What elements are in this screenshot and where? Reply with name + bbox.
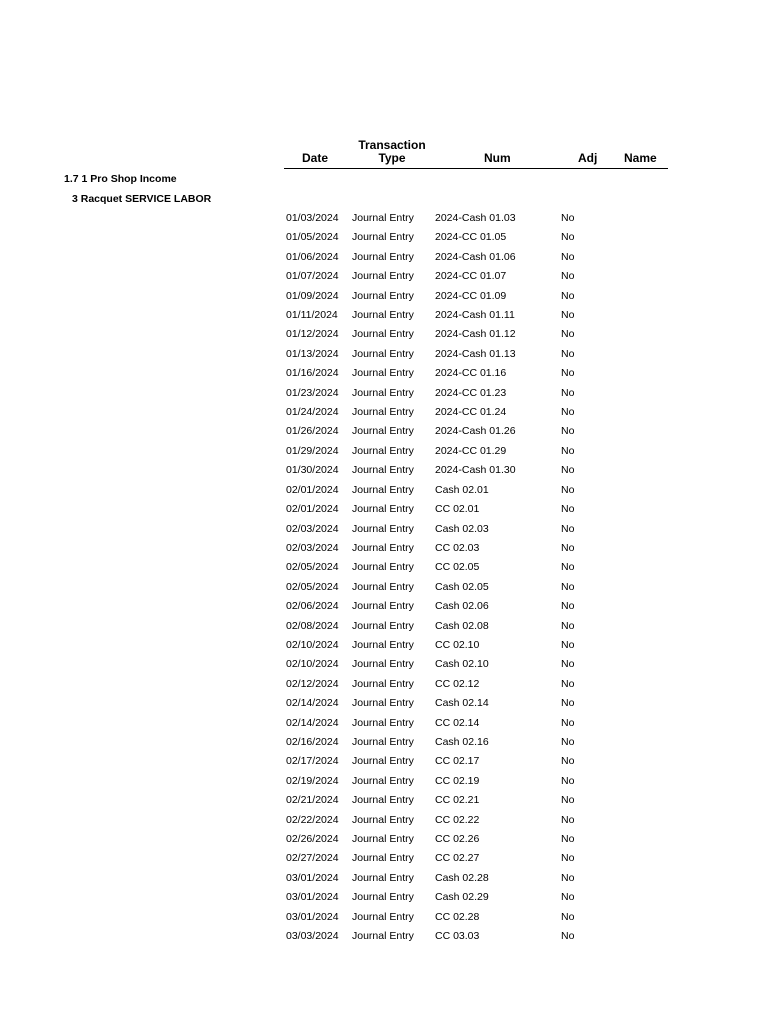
cell-date: 02/10/2024 — [286, 658, 339, 671]
cell-transaction-type: Journal Entry — [352, 774, 414, 787]
table-row — [0, 382, 768, 401]
cell-adj: No — [561, 638, 575, 651]
cell-transaction-type: Journal Entry — [352, 406, 414, 419]
table-row — [0, 673, 768, 692]
cell-date: 01/03/2024 — [286, 212, 339, 224]
cell-num: Cash 02.06 — [435, 600, 489, 613]
cell-date: 01/06/2024 — [286, 250, 339, 263]
cell-date: 02/12/2024 — [286, 677, 339, 690]
cell-transaction-type: Journal Entry — [352, 503, 414, 516]
cell-transaction-type: Journal Entry — [352, 852, 414, 865]
table-row — [0, 420, 768, 439]
cell-num: Cash 02.14 — [435, 697, 489, 710]
cell-num: CC 02.22 — [435, 813, 480, 826]
cell-transaction-type: Journal Entry — [352, 289, 414, 302]
cell-date: 01/30/2024 — [286, 464, 339, 477]
cell-num: 2024-CC 01.07 — [435, 270, 507, 283]
cell-num: CC 02.28 — [435, 910, 480, 923]
table-row — [0, 750, 768, 769]
cell-adj: No — [561, 774, 575, 787]
cell-date: 01/07/2024 — [286, 270, 339, 283]
section-heading-subaccount: 3 Racquet SERVICE LABOR — [72, 193, 212, 205]
column-header-date: Date — [302, 151, 329, 165]
table-row — [0, 323, 768, 342]
cell-adj: No — [561, 483, 575, 496]
cell-num: Cash 02.10 — [435, 658, 489, 671]
table-row — [0, 343, 768, 362]
cell-num: CC 02.12 — [435, 677, 480, 690]
cell-num: 2024-CC 01.24 — [435, 406, 507, 419]
cell-date: 02/05/2024 — [286, 580, 339, 593]
table-row — [0, 576, 768, 595]
cell-num: 2024-Cash 01.26 — [435, 425, 516, 438]
section-heading-account: 1.7 1 Pro Shop Income — [64, 173, 177, 185]
cell-adj: No — [561, 697, 575, 710]
cell-num: 2024-Cash 01.30 — [435, 464, 516, 477]
cell-transaction-type: Journal Entry — [352, 464, 414, 477]
cell-adj: No — [561, 503, 575, 516]
table-row — [0, 459, 768, 478]
cell-transaction-type: Journal Entry — [352, 328, 414, 341]
cell-transaction-type: Journal Entry — [352, 600, 414, 613]
cell-transaction-type: Journal Entry — [352, 735, 414, 748]
table-row — [0, 226, 768, 245]
column-header-name: Name — [624, 151, 657, 165]
table-row — [0, 615, 768, 634]
cell-adj: No — [561, 813, 575, 826]
cell-adj: No — [561, 930, 575, 943]
table-row — [0, 770, 768, 789]
table-row — [0, 440, 768, 459]
cell-date: 01/29/2024 — [286, 444, 339, 457]
cell-transaction-type: Journal Entry — [352, 425, 414, 438]
cell-adj: No — [561, 231, 575, 244]
cell-num: CC 02.17 — [435, 755, 480, 768]
cell-date: 01/09/2024 — [286, 289, 339, 302]
cell-adj: No — [561, 658, 575, 671]
cell-adj: No — [561, 561, 575, 574]
table-row — [0, 556, 768, 575]
cell-num: CC 02.05 — [435, 561, 480, 574]
cell-transaction-type: Journal Entry — [352, 910, 414, 923]
cell-transaction-type: Journal Entry — [352, 580, 414, 593]
cell-adj: No — [561, 891, 575, 904]
cell-date: 02/01/2024 — [286, 503, 339, 516]
cell-num: CC 02.03 — [435, 541, 480, 554]
table-row — [0, 906, 768, 925]
cell-num: CC 03.03 — [435, 930, 480, 943]
table-row — [0, 925, 768, 944]
cell-adj: No — [561, 541, 575, 554]
cell-date: 02/14/2024 — [286, 697, 339, 710]
cell-adj: No — [561, 910, 575, 923]
cell-adj: No — [561, 522, 575, 535]
table-row — [0, 653, 768, 672]
cell-adj: No — [561, 367, 575, 380]
cell-date: 02/26/2024 — [286, 833, 339, 845]
cell-adj: No — [561, 425, 575, 438]
cell-date: 02/16/2024 — [286, 735, 339, 748]
transaction-table-body — [0, 207, 768, 944]
cell-num: CC 02.14 — [435, 716, 480, 729]
table-row — [0, 401, 768, 420]
cell-transaction-type: Journal Entry — [352, 930, 414, 943]
cell-date: 02/06/2024 — [286, 600, 339, 613]
cell-num: CC 02.01 — [435, 503, 480, 516]
cell-date: 01/24/2024 — [286, 406, 339, 419]
cell-transaction-type: Journal Entry — [352, 891, 414, 904]
cell-adj: No — [561, 270, 575, 283]
cell-date: 01/11/2024 — [286, 309, 338, 322]
cell-transaction-type: Journal Entry — [352, 716, 414, 729]
table-row — [0, 731, 768, 750]
cell-transaction-type: Journal Entry — [352, 522, 414, 535]
cell-num: 2024-Cash 01.06 — [435, 250, 516, 263]
cell-adj: No — [561, 852, 575, 865]
cell-transaction-type: Journal Entry — [352, 619, 414, 632]
cell-adj: No — [561, 347, 575, 360]
cell-num: Cash 02.16 — [435, 735, 489, 748]
cell-num: Cash 02.08 — [435, 619, 489, 632]
cell-date: 02/03/2024 — [286, 522, 339, 535]
cell-date: 03/01/2024 — [286, 910, 339, 923]
cell-transaction-type: Journal Entry — [352, 658, 414, 671]
cell-date: 02/14/2024 — [286, 716, 339, 729]
cell-date: 03/03/2024 — [286, 930, 339, 943]
cell-transaction-type: Journal Entry — [352, 871, 414, 884]
cell-num: CC 02.26 — [435, 833, 480, 845]
column-headers — [284, 138, 668, 169]
cell-num: Cash 02.05 — [435, 580, 489, 593]
cell-transaction-type: Journal Entry — [352, 444, 414, 457]
cell-date: 02/08/2024 — [286, 619, 339, 632]
table-row — [0, 712, 768, 731]
cell-num: 2024-CC 01.23 — [435, 386, 507, 399]
cell-transaction-type: Journal Entry — [352, 755, 414, 768]
cell-adj: No — [561, 619, 575, 632]
column-header-num: Num — [484, 151, 511, 165]
cell-adj: No — [561, 600, 575, 613]
cell-date: 02/03/2024 — [286, 541, 339, 554]
table-row — [0, 886, 768, 905]
cell-adj: No — [561, 289, 575, 302]
cell-num: 2024-CC 01.09 — [435, 289, 507, 302]
table-row — [0, 789, 768, 808]
table-row — [0, 207, 768, 226]
cell-transaction-type: Journal Entry — [352, 833, 414, 845]
cell-adj: No — [561, 386, 575, 399]
cell-adj: No — [561, 833, 575, 845]
cell-date: 01/26/2024 — [286, 425, 339, 438]
cell-num: CC 02.19 — [435, 774, 480, 787]
cell-adj: No — [561, 464, 575, 477]
table-row — [0, 537, 768, 556]
cell-num: CC 02.27 — [435, 852, 480, 865]
cell-transaction-type: Journal Entry — [352, 813, 414, 826]
cell-date: 01/16/2024 — [286, 367, 339, 380]
table-row — [0, 498, 768, 517]
cell-transaction-type: Journal Entry — [352, 697, 414, 710]
cell-date: 02/17/2024 — [286, 755, 339, 768]
cell-transaction-type: Journal Entry — [352, 677, 414, 690]
table-row — [0, 479, 768, 498]
cell-date: 01/12/2024 — [286, 328, 339, 341]
table-row — [0, 634, 768, 653]
table-row — [0, 304, 768, 323]
table-row — [0, 518, 768, 537]
cell-transaction-type: Journal Entry — [352, 250, 414, 263]
cell-date: 01/13/2024 — [286, 347, 339, 360]
cell-date: 02/01/2024 — [286, 483, 339, 496]
cell-adj: No — [561, 444, 575, 457]
cell-date: 02/19/2024 — [286, 774, 339, 787]
cell-num: 2024-Cash 01.03 — [435, 212, 516, 224]
cell-adj: No — [561, 755, 575, 768]
cell-num: Cash 02.03 — [435, 522, 489, 535]
cell-date: 02/27/2024 — [286, 852, 339, 865]
cell-date: 02/21/2024 — [286, 794, 339, 807]
cell-transaction-type: Journal Entry — [352, 309, 414, 322]
cell-adj: No — [561, 328, 575, 341]
table-row — [0, 246, 768, 265]
cell-num: Cash 02.29 — [435, 891, 489, 904]
cell-transaction-type: Journal Entry — [352, 386, 414, 399]
cell-date: 01/05/2024 — [286, 231, 339, 244]
table-row — [0, 285, 768, 304]
cell-adj: No — [561, 716, 575, 729]
cell-transaction-type: Journal Entry — [352, 367, 414, 380]
cell-transaction-type: Journal Entry — [352, 483, 414, 496]
cell-date: 03/01/2024 — [286, 871, 339, 884]
cell-adj: No — [561, 406, 575, 419]
cell-transaction-type: Journal Entry — [352, 541, 414, 554]
cell-transaction-type: Journal Entry — [352, 231, 414, 244]
table-row — [0, 362, 768, 381]
table-row — [0, 847, 768, 866]
column-header-adj: Adj — [578, 151, 598, 165]
cell-num: 2024-Cash 01.11 — [435, 309, 515, 322]
cell-num: 2024-Cash 01.13 — [435, 347, 516, 360]
cell-num: Cash 02.01 — [435, 483, 489, 496]
table-row — [0, 595, 768, 614]
column-header-transaction-type: Transaction Type — [358, 138, 426, 165]
cell-adj: No — [561, 212, 575, 224]
cell-transaction-type: Journal Entry — [352, 638, 414, 651]
cell-adj: No — [561, 250, 575, 263]
cell-num: CC 02.10 — [435, 638, 480, 651]
cell-adj: No — [561, 309, 575, 322]
cell-adj: No — [561, 677, 575, 690]
cell-adj: No — [561, 735, 575, 748]
cell-adj: No — [561, 580, 575, 593]
cell-transaction-type: Journal Entry — [352, 561, 414, 574]
table-row — [0, 828, 768, 847]
cell-date: 02/05/2024 — [286, 561, 339, 574]
cell-num: 2024-CC 01.16 — [435, 367, 507, 380]
cell-num: 2024-CC 01.29 — [435, 444, 507, 457]
table-row — [0, 867, 768, 886]
cell-date: 02/10/2024 — [286, 638, 339, 651]
cell-transaction-type: Journal Entry — [352, 347, 414, 360]
cell-date: 02/22/2024 — [286, 813, 339, 826]
cell-num: Cash 02.28 — [435, 871, 489, 884]
table-row — [0, 265, 768, 284]
cell-num: 2024-Cash 01.12 — [435, 328, 516, 341]
table-row — [0, 692, 768, 711]
cell-date: 01/23/2024 — [286, 386, 339, 399]
cell-num: CC 02.21 — [435, 794, 480, 807]
cell-transaction-type: Journal Entry — [352, 212, 414, 224]
cell-transaction-type: Journal Entry — [352, 794, 414, 807]
cell-num: 2024-CC 01.05 — [435, 231, 507, 244]
table-row — [0, 809, 768, 828]
cell-date: 03/01/2024 — [286, 891, 339, 904]
cell-adj: No — [561, 871, 575, 884]
cell-adj: No — [561, 794, 575, 807]
cell-transaction-type: Journal Entry — [352, 270, 414, 283]
